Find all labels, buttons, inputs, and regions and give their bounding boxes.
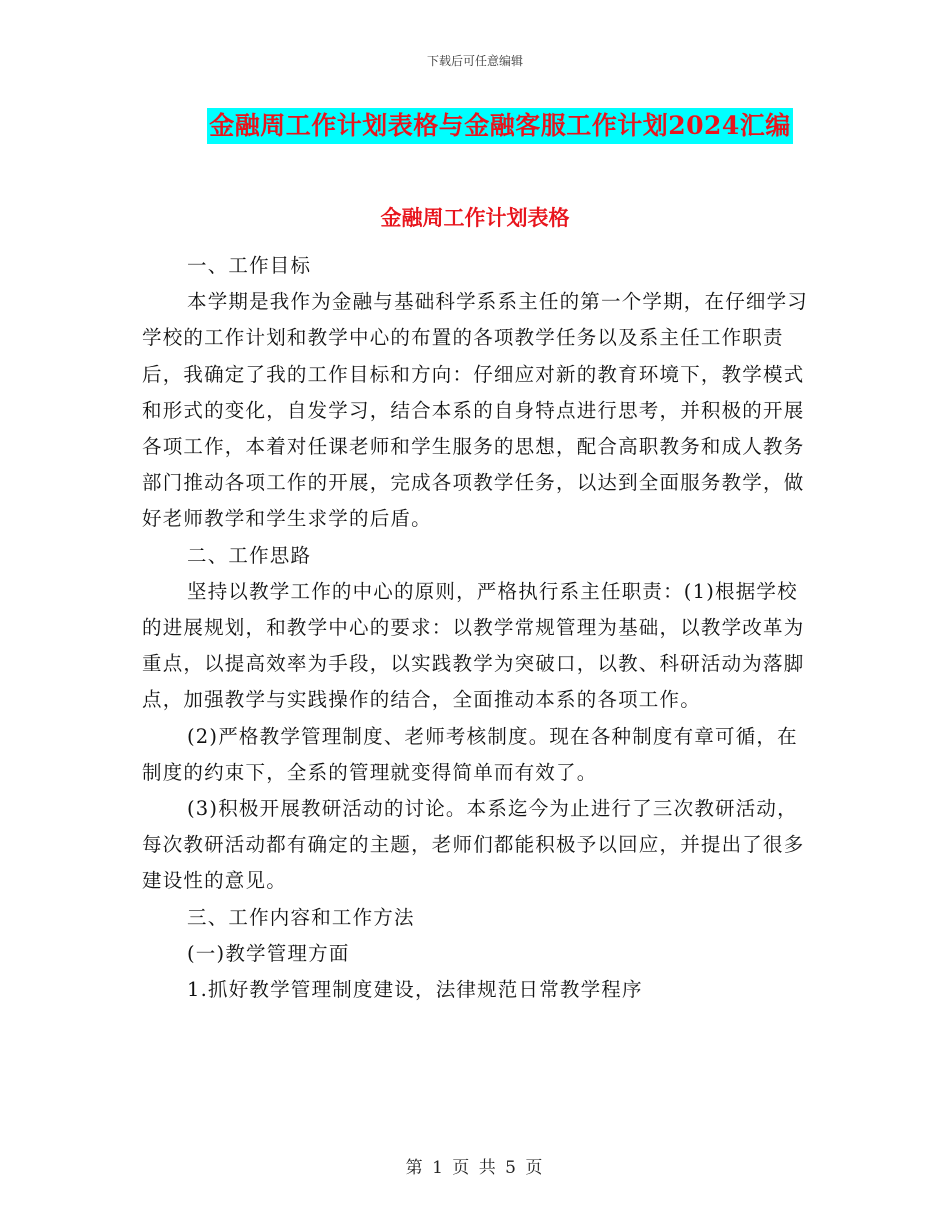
document-title: 金融周工作计划表格与金融客服工作计划2024汇编: [207, 108, 793, 144]
paragraph-work-ideas: 坚持以教学工作的中心的原则，严格执行系主任职责：(1)根据学校的进展规划，和教学中心的要求：以教学常规管理为基础，以教学改革为重点，以提高效率为手段，以实践教学为突破口，以教、科研活动为落脚点，加强教学与实践操作的结合，全面推动本系的各项工作。: [142, 579, 805, 712]
page-number: 第 1 页 共 5 页: [405, 1158, 545, 1178]
list-item-management-rules: 1.抓好教学管理制度建设，法律规范日常教学程序: [187, 978, 643, 1002]
heading-work-content: 三、工作内容和工作方法: [187, 905, 415, 929]
paragraph-research-activities: (3)积极开展教研活动的讨论。本系迄今为止进行了三次教研活动，每次教研活动都有确定的主题，老师们都能积极予以回应，并提出了很多建设性的意见。: [142, 797, 805, 893]
section-title: 金融周工作计划表格: [380, 205, 570, 230]
subheading-teaching-management: (一)教学管理方面: [187, 941, 350, 965]
header-note: 下载后可任意编辑: [426, 54, 523, 68]
document-body: [142, 248, 814, 1008]
paragraph-management-system: (2)严格教学管理制度、老师考核制度。现在各种制度有章可循，在制度的约束下，全系的管理就变得简单而有效了。: [142, 724, 798, 784]
title-wrap: [0, 108, 950, 144]
heading-work-goals: 一、工作目标: [187, 254, 312, 277]
heading-work-ideas: 二、工作思路: [187, 543, 312, 567]
paragraph-work-goals: 本学期是我作为金融与基础科学系系主任的第一个学期，在仔细学习学校的工作计划和教学中心的布置的各项教学任务以及系主任工作职责后，我确定了我的工作目标和方向：仔细应对新的教育环境下，教学模式和形式的变化，自发学习，结合本系的自身特点进行思考，并积极的开展各项工作，本着对任课老师和学生服务的思想，配合高职教务和成人教务部门推动各项工作的开展，完成各项教学任务，以达到全面服务教学，做好老师教学和学生求学的后盾。: [142, 290, 809, 531]
